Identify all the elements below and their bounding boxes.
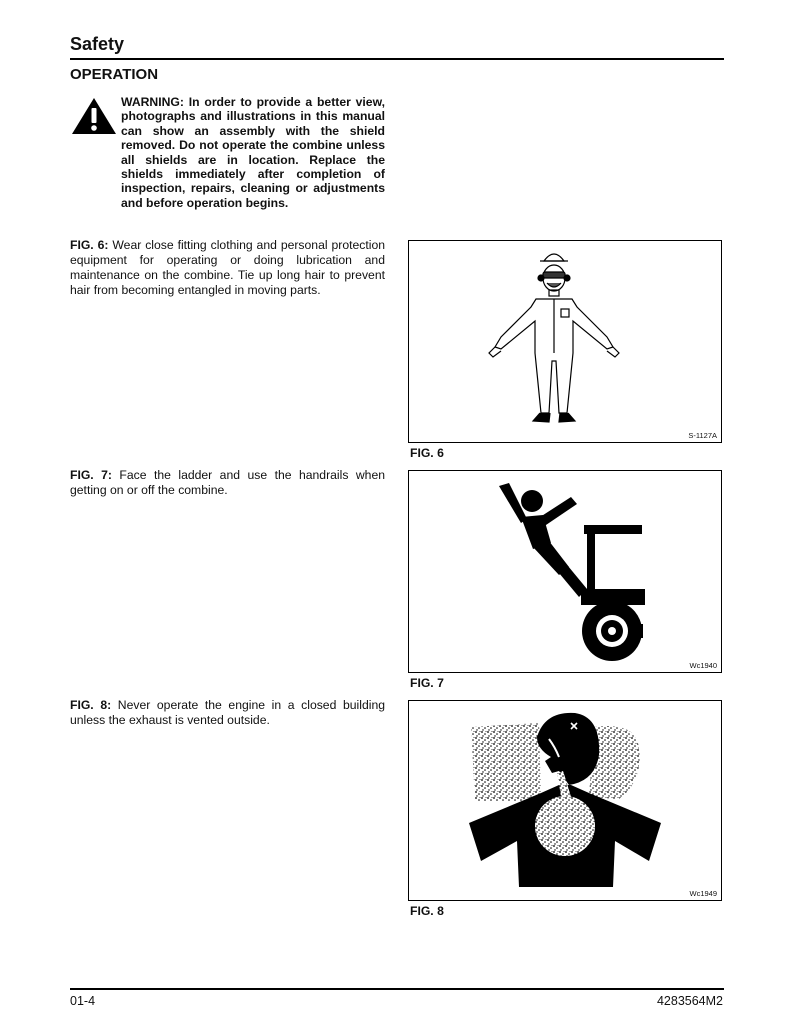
- fig8-label: FIG. 8:: [70, 698, 112, 712]
- section-title: OPERATION: [70, 66, 159, 83]
- document-number: 4283564M2: [656, 994, 723, 1008]
- page-header-title: Safety: [70, 34, 125, 54]
- figure-7-frame: [408, 470, 722, 673]
- figure-8-frame: [408, 700, 722, 901]
- fig6-paragraph: [70, 238, 385, 298]
- fig6-text: Wear close fitting clothing and personal protection equipment for operating or doing lubrication and maintenance on the combine. Tie up long hair to prevent hair from becoming entangled in moving parts.: [70, 238, 386, 297]
- figure-6-caption: FIG. 6: [410, 446, 444, 460]
- fig8-paragraph: [70, 698, 385, 728]
- falling-from-machine-icon: [409, 471, 721, 671]
- footer-divider: [70, 988, 724, 990]
- header-divider: [70, 58, 724, 60]
- fig7-label: FIG. 7:: [70, 468, 112, 482]
- fig6-label: FIG. 6:: [70, 238, 109, 252]
- exhaust-inhalation-icon: [409, 701, 721, 899]
- figure-7-code: Wc1940: [689, 661, 717, 670]
- figure-7-caption: FIG. 7: [410, 676, 444, 690]
- figure-6-frame: [408, 240, 722, 443]
- figure-6-code: S-1127A: [688, 431, 717, 440]
- fig7-text: Face the ladder and use the handrails when getting on or off the combine.: [70, 468, 385, 497]
- figure-8-code: Wc1949: [689, 889, 717, 898]
- fig8-text: Never operate the engine in a closed building unless the exhaust is vented outside.: [70, 698, 385, 727]
- fig7-paragraph: [70, 468, 385, 498]
- warning-text: WARNING: In order to provide a better view, photographs and illustrations in this manual can show an assembly with the shield removed. Do not operate the combine unless all shields are in location. Replace the shields immediately after completion of inspection, repairs, cleaning or adjustments and before operation begins.: [121, 95, 385, 210]
- warning-triangle-icon: [71, 97, 117, 135]
- protective-clothing-figure-icon: [409, 241, 721, 441]
- page-number: 01-4: [70, 994, 96, 1008]
- figure-8-caption: FIG. 8: [410, 904, 444, 918]
